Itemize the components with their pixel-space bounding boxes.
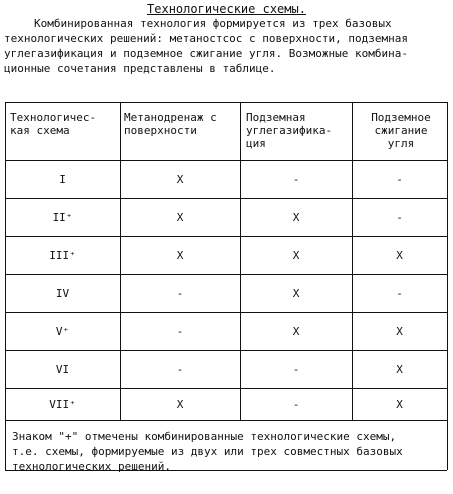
header-methane-drainage: Метанодренаж с поверхности: [124, 111, 217, 137]
table-cell-mark: X: [396, 363, 403, 376]
table-footnote: Знаком "+" отмечены комбинированные технологические схемы, т.е. схемы, формируемые из двух или трех совместных базовых технологических решений.: [12, 430, 403, 473]
table-cell-mark: -: [396, 211, 403, 224]
table-cell-mark: -: [292, 173, 300, 186]
table-rule: [5, 236, 447, 237]
table-cell-mark: X: [176, 173, 184, 186]
scheme-label: VII⁺: [49, 398, 76, 411]
table-cell-mark: -: [396, 287, 403, 300]
table-rule: [5, 420, 447, 421]
table-rule: [5, 274, 447, 275]
header-combustion: Подземное сжигание угля: [371, 111, 431, 150]
table-cell-mark: X: [292, 325, 300, 338]
scheme-label: IV: [55, 287, 70, 300]
table-cell-mark: X: [176, 249, 184, 262]
table-cell-mark: -: [292, 398, 300, 411]
scheme-label: III⁺: [49, 249, 76, 262]
table-column-rule: [5, 102, 6, 470]
intro-line: технологических решений: метаностсос с поверхности, подземная: [4, 32, 408, 45]
table-cell-mark: -: [176, 363, 184, 376]
table-cell-mark: X: [396, 398, 403, 411]
table-cell-mark: X: [292, 249, 300, 262]
scheme-label: I: [59, 173, 66, 186]
page-title: Технологические схемы.: [147, 2, 306, 16]
table-cell-mark: X: [292, 211, 300, 224]
table-cell-mark: -: [176, 325, 184, 338]
table-cell-mark: X: [176, 398, 184, 411]
table-rule: [5, 350, 447, 351]
intro-line: Комбинированная технология формируется из трех базовых: [34, 17, 392, 30]
scheme-label: VI: [55, 363, 70, 376]
header-scheme: Технологичес- кая схема: [10, 111, 97, 137]
table-rule: [5, 388, 447, 389]
table-rule: [5, 102, 447, 103]
table-cell-mark: X: [396, 249, 403, 262]
table-cell-mark: -: [292, 363, 300, 376]
table-cell-mark: X: [292, 287, 300, 300]
scheme-label: V⁺: [55, 325, 70, 338]
table-cell-mark: X: [176, 211, 184, 224]
table-cell-mark: X: [396, 325, 403, 338]
intro-line: углегазификация и подземное сжигание угля. Возможные комбина-: [4, 47, 408, 60]
scheme-label: II⁺: [52, 211, 73, 224]
header-gasification: Подземная углегазифика- ция: [246, 111, 333, 150]
table-cell-mark: -: [396, 173, 403, 186]
table-rule: [5, 198, 447, 199]
table-rule: [5, 160, 447, 161]
table-rule: [5, 312, 447, 313]
intro-paragraph: [4, 16, 450, 76]
table-column-rule: [447, 102, 448, 470]
table-cell-mark: -: [176, 287, 184, 300]
intro-line: ционные сочетания представлены в таблице.: [4, 62, 276, 75]
